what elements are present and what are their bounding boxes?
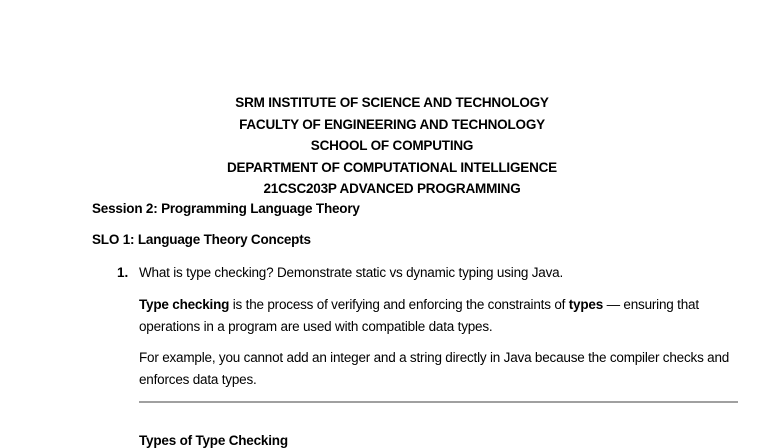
types-of-type-checking-heading: Types of Type Checking bbox=[139, 433, 288, 448]
term-types: types bbox=[568, 297, 604, 312]
answer-paragraph-1 bbox=[139, 294, 749, 338]
document-header bbox=[0, 92, 784, 200]
question-text: What is type checking? Demonstrate static vs dynamic typing using Java. bbox=[139, 265, 563, 280]
answer-p1-mid: is the process of verifying and enforcing the constraints of bbox=[229, 297, 569, 312]
slo-heading: SLO 1: Language Theory Concepts bbox=[92, 232, 311, 247]
school-name: SCHOOL OF COMPUTING bbox=[310, 138, 474, 154]
term-type-checking: Type checking bbox=[139, 297, 230, 312]
question-number: 1. bbox=[117, 265, 129, 280]
faculty-name: FACULTY OF ENGINEERING AND TECHNOLOGY bbox=[239, 116, 545, 132]
horizontal-divider bbox=[139, 401, 738, 403]
answer-p1-end: — ensuring that operations in a program are used with compatible data types. bbox=[139, 297, 699, 334]
course-name: 21CSC203P ADVANCED PROGRAMMING bbox=[263, 181, 521, 197]
department-name: DEPARTMENT OF COMPUTATIONAL INTELLIGENCE bbox=[227, 159, 557, 175]
institute-name: SRM INSTITUTE OF SCIENCE AND TECHNOLOGY bbox=[235, 95, 549, 110]
answer-paragraph-2: For example, you cannot add an integer and a string directly in Java because the compiler checks and enforces data types. bbox=[139, 350, 730, 387]
session-heading: Session 2: Programming Language Theory bbox=[92, 201, 360, 216]
